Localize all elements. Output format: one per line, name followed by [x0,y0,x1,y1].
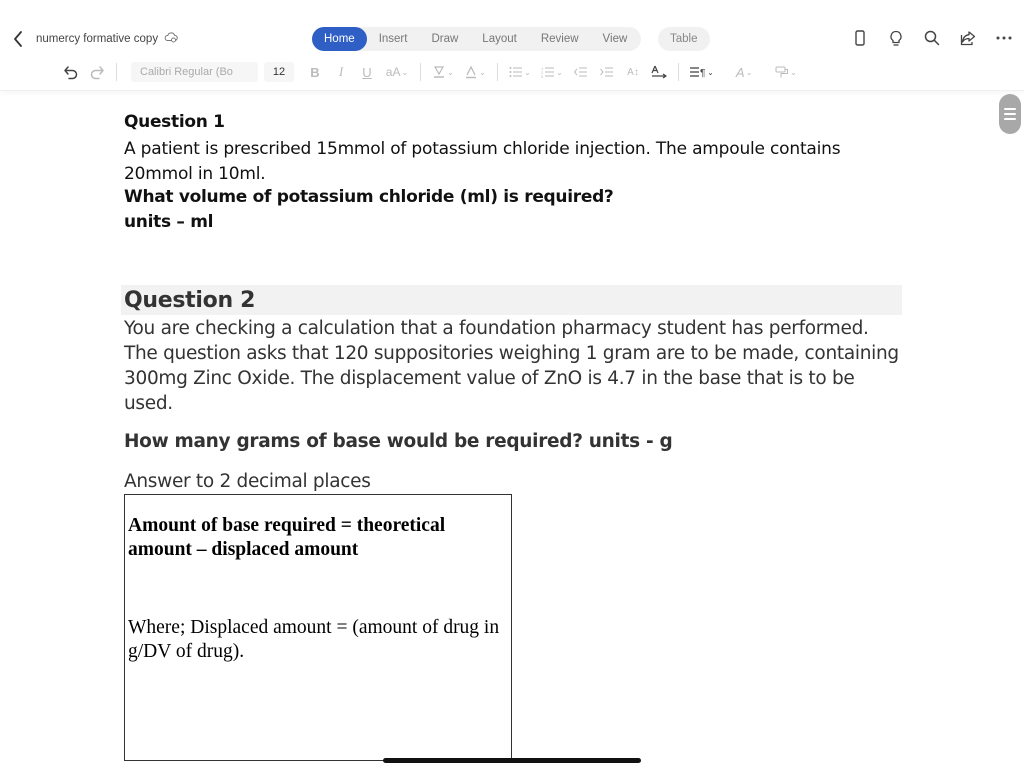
tab-view[interactable]: View [602,33,628,45]
question-2-text: You are checking a calculation that a foundation pharmacy student has performed. The question asks that 120 suppositories weighing 1 gram are to be made, containing 300mg Zinc Oxide. The displacement value of ZnO is 4.7 in the base that is to be used. [124,318,899,414]
share-icon[interactable] [958,28,978,48]
svg-text:2: 2 [541,70,544,75]
toolbar-divider [420,63,421,81]
font-name-field[interactable]: Calibri Regular (Bo [131,62,258,82]
italic-icon[interactable]: I [338,64,344,79]
displaced-amount-note: Where; Displaced amount = (amount of drug in g/DV of drug). [128,617,500,662]
toolbar-divider [497,63,498,81]
tab-table[interactable]: Table [658,27,710,51]
numbered-list-icon[interactable]: 1 2 3 ⌄ [541,66,563,78]
highlight-icon[interactable]: ⌄ [427,60,459,84]
answer-text-box[interactable] [124,494,512,761]
question-2-title: Question 2 [124,288,256,313]
mobile-view-icon[interactable] [850,28,870,48]
ribbon-tabs [312,27,641,51]
document-page[interactable] [0,91,1024,768]
tab-review[interactable]: Review [540,33,579,45]
question-1-prompt: What volume of potassium chloride (ml) is required? [124,187,614,207]
back-button[interactable] [10,30,26,48]
search-icon[interactable] [922,28,942,48]
more-options-icon[interactable] [994,28,1014,48]
undo-icon[interactable] [58,60,84,84]
styles-icon[interactable]: A ⌄ [735,64,753,80]
cloud-sync-icon [164,31,178,46]
formatting-toolbar [58,60,803,84]
question-1-units: units – ml [124,212,214,232]
increase-indent-icon[interactable] [594,60,620,84]
question-2-prompt: How many grams of base would be required? units - g [124,431,673,452]
tab-draw[interactable]: Draw [431,33,459,45]
svg-text:1: 1 [541,66,544,71]
bullet-list-icon[interactable]: ⌄ [504,60,536,84]
svg-text:3: 3 [541,74,544,78]
lightbulb-icon[interactable] [886,28,906,48]
home-indicator[interactable] [383,758,641,763]
top-bar [0,0,1024,91]
underline-icon[interactable]: U [362,64,372,80]
tab-insert[interactable]: Insert [378,33,408,45]
text-size-icon[interactable]: aA ⌄ [385,65,409,79]
font-size-field[interactable]: 12 [264,62,294,82]
document-title-text: numercy formative copy [36,32,159,45]
redo-icon[interactable] [84,60,110,84]
header-actions [850,28,1014,48]
answer-instruction: Answer to 2 decimal places [124,471,371,492]
question-1-title: Question 1 [124,112,225,132]
paragraph-icon[interactable]: ¶ ⌄ [700,67,714,78]
decrease-indent-icon[interactable] [568,60,594,84]
scroll-handle[interactable] [999,94,1021,134]
format-painter-icon[interactable]: ⌄ [769,60,803,84]
question-1-text: A patient is prescribed 15mmol of potassium chloride injection. The ampoule contains 20mmol in 10ml. [124,139,841,184]
tab-home[interactable]: Home [312,27,367,51]
toolbar-divider [678,63,679,81]
toolbar-divider [116,63,117,81]
document-title[interactable] [36,31,178,46]
bold-icon[interactable]: B [310,64,320,80]
text-direction-icon[interactable]: A↕ [627,66,639,78]
paragraph-direction-icon[interactable] [646,60,672,84]
formula-text: Amount of base required = theoretical amount – displaced amount [128,515,446,560]
font-color-icon[interactable]: ⌄ [459,60,491,84]
tab-layout[interactable]: Layout [482,33,517,45]
svg-text:¶: ¶ [700,68,706,78]
